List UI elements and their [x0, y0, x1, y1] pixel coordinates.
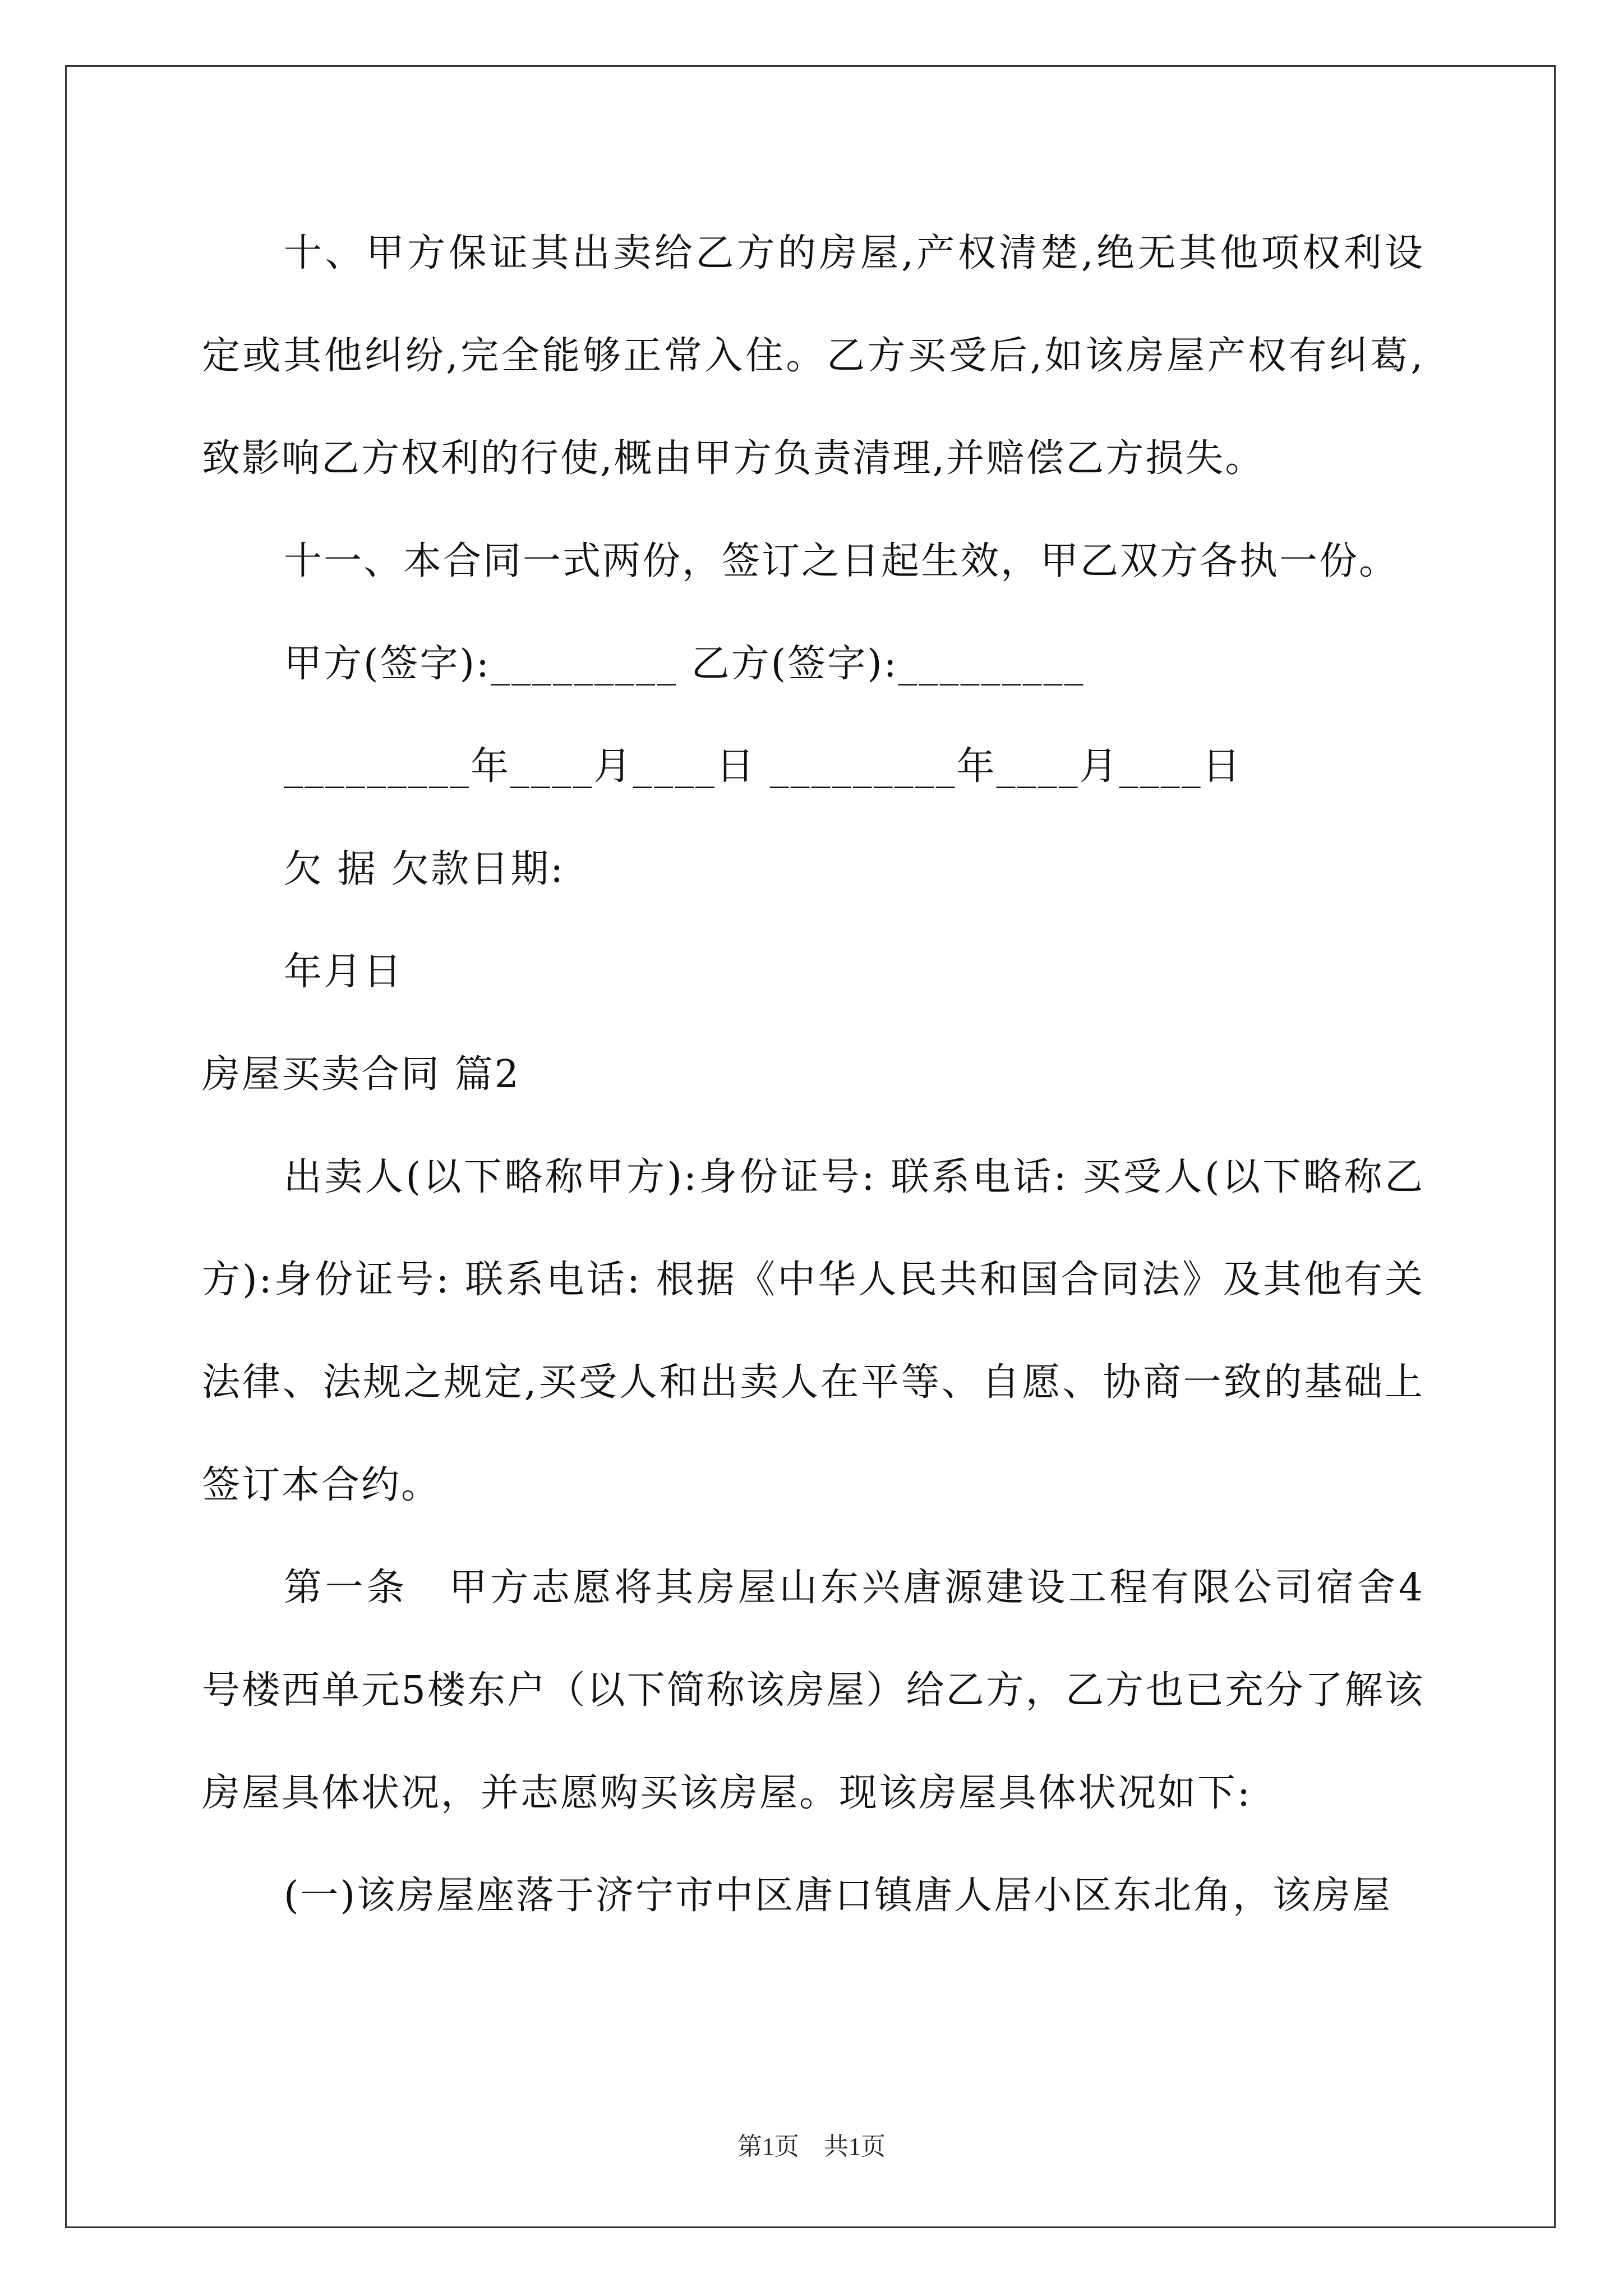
section-heading: 房屋买卖合同 篇2 — [202, 1052, 520, 1097]
receipt-line: 欠 据 欠款日期: — [284, 847, 565, 891]
date-line: _________年____月____日 _________年____月____日 — [284, 744, 1242, 789]
document-body — [202, 202, 1424, 1947]
clause-eleven: 十一、本合同一式两份，签订之日起生效，甲乙双方各执一份。 — [284, 539, 1399, 583]
article-one: 第一条 甲方志愿将其房屋山东兴唐源建设工程有限公司宿舍4号楼西单元5楼东户（以下简称该房屋）给乙方，乙方也已充分了解该房屋具体状况，并志愿购买该房屋。现该房屋具体状况如下: — [202, 1566, 1424, 1815]
ymd-line: 年月日 — [284, 950, 404, 994]
clause-ten: 十、甲方保证其出卖给乙方的房屋,产权清楚,绝无其他项权利设定或其他纠纷,完全能够正常入住。乙方买受后,如该房屋产权有纠葛,致影响乙方权利的行使,概由甲方负责清理,并赔偿乙方损失。 — [202, 231, 1424, 481]
parties-paragraph: 出卖人(以下略称甲方):身份证号: 联系电话: 买受人(以下略称乙方):身份证号: 联系电话: 根据《中华人民共和国合同法》及其他有关法律、法规之规定,买受人和出卖人在平等、自愿、协商一致的基础上签订本合约。 — [202, 1155, 1424, 1507]
article-one-item-one: (一)该房屋座落于济宁市中区唐口镇唐人居小区东北角，该房屋 — [284, 1874, 1393, 1918]
signature-line: 甲方(签字):_________ 乙方(签字):_________ — [284, 642, 1085, 686]
page-footer: 第1页 共1页 — [737, 2133, 886, 2160]
